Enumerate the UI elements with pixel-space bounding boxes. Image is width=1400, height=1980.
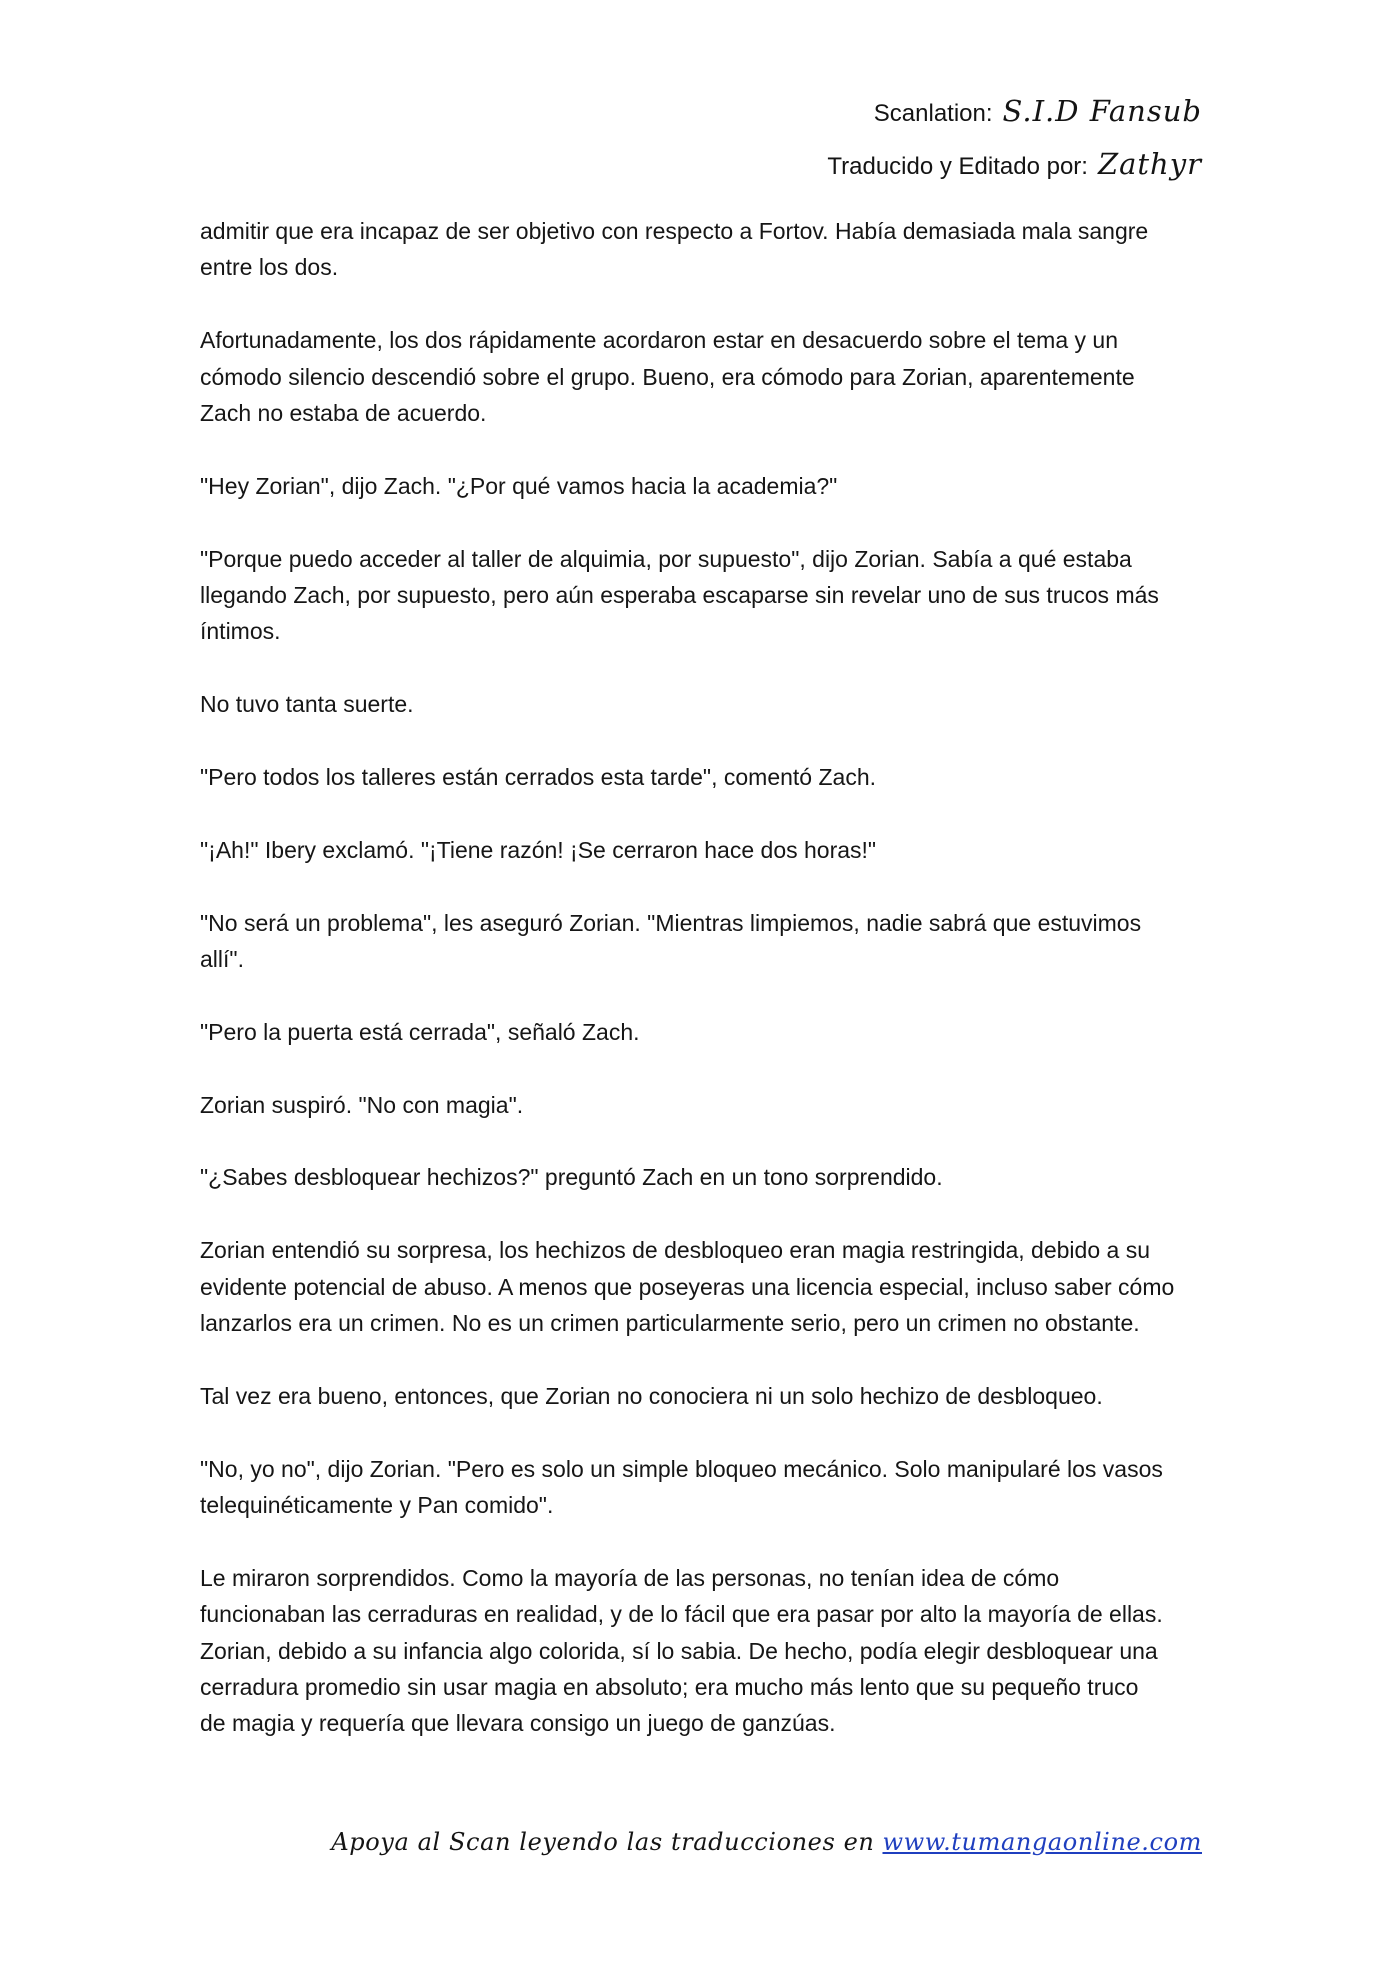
paragraph-14: "No, yo no", dijo Zorian. "Pero es solo un simple bloqueo mecánico. Solo manipularé los vasos telequinéticamente y Pan comido". [200, 1455, 1163, 1519]
scanlation-label: Scanlation: [873, 100, 993, 127]
translator-value: Zathyr [1097, 147, 1202, 181]
paragraph-13: Tal vez era bueno, entonces, que Zorian no conociera ni un solo hechizo de desbloqueo. [200, 1382, 1103, 1409]
paragraph-1: admitir que era incapaz de ser objetivo con respecto a Fortov. Había demasiada mala sangre entre los dos. [200, 218, 1149, 281]
story-text [200, 213, 1200, 1778]
paragraph-2: Afortunadamente, los dos rápidamente acordaron estar en desacuerdo sobre el tema y un cómodo silencio descendió sobre el grupo. Bueno, era cómodo para Zorian, aparentemente Zach no estaba de acuerdo. [200, 327, 1135, 427]
page-header [827, 86, 1202, 192]
translator-label: Traducido y Editado por: [827, 153, 1088, 180]
page-footer [331, 1828, 1202, 1856]
paragraph-10: Zorian suspiró. "No con magia". [200, 1091, 524, 1118]
translator-credit [827, 139, 1202, 192]
footer-link[interactable]: www.tumangaonline.com [882, 1828, 1202, 1856]
paragraph-7: "¡Ah!" Ibery exclamó. "¡Tiene razón! ¡Se cerraron hace dos horas!" [200, 836, 877, 863]
scanlation-value: S.I.D Fansub [1002, 94, 1202, 128]
paragraph-6: "Pero todos los talleres están cerrados esta tarde", comentó Zach. [200, 764, 877, 791]
paragraph-5: No tuvo tanta suerte. [200, 691, 414, 718]
paragraph-12: Zorian entendió su sorpresa, los hechizos de desbloqueo eran magia restringida, debido a su evidente potencial de abuso. A menos que poseyeras una licencia especial, incluso saber cómo lanzarlos era un crimen. No es un crimen particularmente serio, pero un crimen no obstante. [200, 1237, 1175, 1337]
footer-text: Apoya al Scan leyendo las traducciones en [331, 1828, 875, 1856]
paragraph-8: "No será un problema", les aseguró Zorian. "Mientras limpiemos, nadie sabrá que estuvimos allí". [200, 909, 1142, 973]
paragraph-15: Le miraron sorprendidos. Como la mayoría de las personas, no tenían idea de cómo funcionaban las cerraduras en realidad, y de lo fácil que era pasar por alto la mayoría de ellas. Zorian, debido a su infancia algo colorida, sí lo sabia. De hecho, podía elegir desbloquear una cerradura promedio sin usar magia en absoluto; era mucho más lento que su pequeño truco de magia y requería que llevara consigo un juego de ganzúas. [200, 1564, 1163, 1737]
paragraph-4: "Porque puedo acceder al taller de alquimia, por supuesto", dijo Zorian. Sabía a qué estaba llegando Zach, por supuesto, pero aún esperaba escaparse sin revelar uno de sus trucos más íntimos. [200, 545, 1159, 645]
paragraph-11: "¿Sabes desbloquear hechizos?" preguntó Zach en un tono sorprendido. [200, 1164, 943, 1191]
paragraph-9: "Pero la puerta está cerrada", señaló Zach. [200, 1018, 640, 1045]
paragraph-3: "Hey Zorian", dijo Zach. "¿Por qué vamos hacia la academia?" [200, 472, 838, 499]
scanlation-credit [827, 86, 1202, 139]
